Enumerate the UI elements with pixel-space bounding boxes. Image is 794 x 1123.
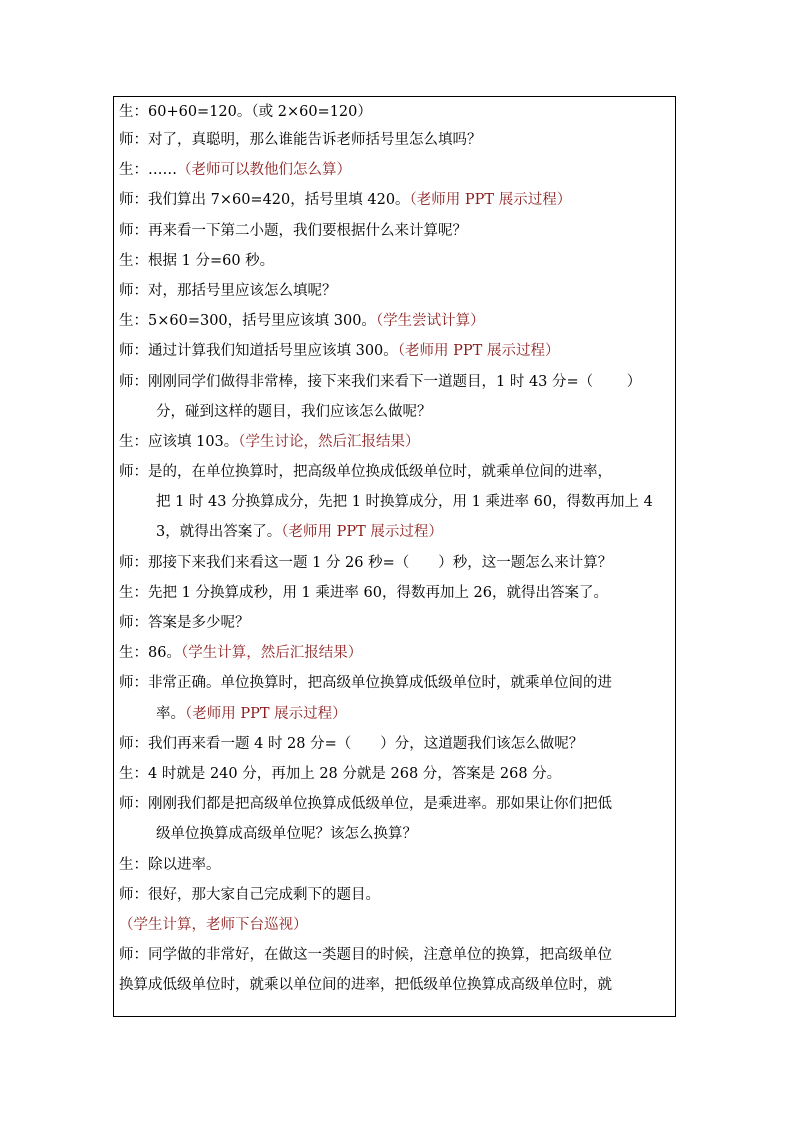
line-text: 3，就得出答案了。: [156, 524, 282, 541]
transcript-line: [119, 397, 669, 427]
transcript-line: [119, 517, 669, 547]
stage-direction-note: （学生尝试计算）: [375, 313, 485, 330]
transcript-line: [119, 759, 669, 789]
transcript-line: [119, 608, 669, 638]
transcript-line: [119, 729, 669, 759]
transcript-line: [119, 427, 669, 457]
line-text: 生：根据 1 分=60 秒。: [119, 252, 275, 269]
line-text: 分，碰到这样的题目，我们应该怎么做呢？: [156, 403, 432, 420]
line-text: 师：同学做的非常好，在做这一类题目的时候，注意单位的换算，把高级单位: [119, 947, 612, 964]
line-text: 率。: [156, 705, 185, 722]
transcript-line: [119, 578, 669, 608]
line-text: 生：……: [119, 162, 177, 179]
line-text: 生：先把 1 分换算成秒，用 1 乘进率 60，得数再加上 26，就得出答案了。: [119, 584, 609, 601]
line-text: 生：4 时就是 240 分，再加上 28 分就是 268 分，答案是 268 分。: [119, 765, 562, 782]
transcript-line: [119, 336, 669, 366]
transcript-line: [119, 850, 669, 880]
stage-direction-note: （老师用 PPT 展示过程）: [281, 524, 443, 541]
lesson-transcript-table-cell: [113, 96, 676, 1017]
transcript-line: [119, 910, 669, 940]
transcript-line: [119, 940, 669, 970]
line-text: 师：对，那括号里应该怎么填呢？: [119, 282, 337, 299]
transcript-line: [119, 970, 669, 1000]
transcript-line: [119, 880, 669, 910]
line-text: 生：除以进率。: [119, 856, 221, 873]
line-text: 生：86。: [119, 645, 181, 662]
line-text: 生：60+60=120。（或 2×60=120）: [119, 104, 372, 120]
transcript-line: [119, 246, 669, 276]
stage-direction-note: （老师用 PPT 展示过程）: [409, 192, 572, 209]
transcript-line: [119, 638, 669, 668]
stage-direction-note: （老师用 PPT 展示过程）: [185, 705, 347, 722]
line-text: 师：我们算出 7×60=420，括号里填 420。: [119, 192, 410, 209]
line-text: 师：刚刚我们都是把高级单位换算成低级单位，是乘进率。那如果让你们把低: [119, 796, 612, 813]
line-text: 级单位换算成高级单位呢？该怎么换算？: [156, 826, 417, 843]
stage-direction-note: （老师可以教他们怎么算）: [177, 162, 351, 179]
line-text: 生：5×60=300，括号里应该填 300。: [119, 313, 376, 330]
transcript-line: [119, 216, 669, 246]
line-text: 师：答案是多少呢？: [119, 615, 250, 631]
line-text: 师：通过计算我们知道括号里应该填 300。: [119, 343, 398, 360]
transcript-line: [119, 668, 669, 698]
stage-direction-note: （老师用 PPT 展示过程）: [397, 343, 560, 360]
transcript-line: [119, 367, 669, 397]
transcript-line: [119, 457, 669, 487]
line-text: 师：非常正确。单位换算时，把高级单位换算成低级单位时，就乘单位间的进: [119, 675, 612, 692]
line-text: 把 1 时 43 分换算成分，先把 1 时换算成分，用 1 乘进率 60，得数再加上 4: [156, 494, 653, 511]
transcript-line: [119, 185, 669, 215]
transcript-line: [119, 699, 669, 729]
transcript-line: [119, 125, 669, 155]
transcript-line: [119, 276, 669, 306]
transcript-line: [119, 789, 669, 819]
transcript-line: [119, 155, 669, 185]
line-text: 师：再来看一下第二小题，我们要根据什么来计算呢？: [119, 222, 467, 239]
line-text: 师：我们再来看一题 4 时 28 分=（ ）分，这道题我们该怎么做呢？: [119, 735, 584, 752]
line-text: 师：那接下来我们来看这一题 1 分 26 秒=（ ）秒，这一题怎么来计算？: [119, 554, 613, 571]
line-text: 师：很好，那大家自己完成剩下的题目。: [119, 886, 380, 903]
transcript-line: [119, 819, 669, 849]
stage-direction-note: （学生计算，然后汇报结果）: [180, 645, 363, 662]
transcript-line: [119, 306, 669, 336]
transcript-lines: [119, 99, 669, 1000]
stage-direction-note: （学生计算，老师下台巡视）: [119, 916, 308, 933]
stage-direction-note: （学生讨论，然后汇报结果）: [238, 433, 420, 450]
line-text: 师：对了，真聪明，那么谁能告诉老师括号里怎么填吗？: [119, 132, 482, 148]
line-text: 生：应该填 103。: [119, 433, 239, 450]
line-text: 师：是的，在单位换算时，把高级单位换成低级单位时，就乘单位间的进率，: [119, 464, 612, 481]
line-text: 换算成低级单位时，就乘以单位间的进率，把低级单位换算成高级单位时，就: [119, 977, 612, 994]
transcript-line: [119, 548, 669, 578]
transcript-line: [119, 487, 669, 517]
transcript-line: [119, 99, 669, 125]
line-text: 师：刚刚同学们做得非常棒，接下来我们来看下一道题目，1 时 43 分=（ ）: [119, 373, 642, 390]
